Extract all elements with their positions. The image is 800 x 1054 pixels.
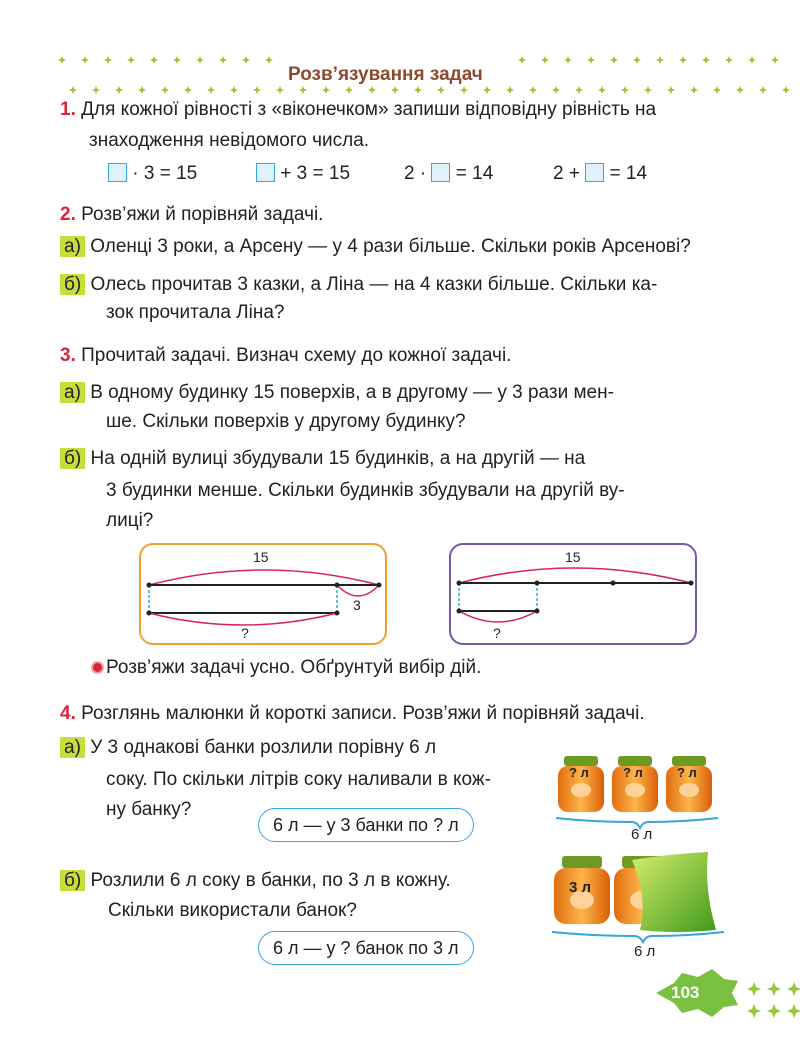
label-b: б)	[60, 448, 85, 469]
section-title: Розв’язування задач	[288, 64, 483, 85]
task4-a-line2: соку. По скільки літрів соку наливали в кож-	[106, 769, 491, 790]
equation-3	[404, 161, 493, 187]
label-a: а)	[60, 236, 85, 257]
task3-a	[60, 380, 614, 406]
equation-1-text: · 3 = 15	[132, 163, 198, 184]
task3-bullet-text: Розв’яжи задачі усно. Обґрунтуй вибір дій.	[106, 657, 482, 678]
task2-b-line2: зок прочитала Ліна?	[106, 302, 285, 323]
task2-b-line1: Олесь прочитав 3 казки, а Ліна — на 4 казки більше. Скільки ка-	[90, 274, 658, 295]
jar-label: 3 л	[569, 879, 592, 896]
scheme-1[interactable]	[139, 543, 387, 645]
jar-label: ? л	[569, 765, 589, 780]
equation-4-pre: 2 +	[553, 163, 580, 184]
scheme-2-top-label: 15	[565, 549, 581, 565]
task3-b-line3: лиці?	[106, 510, 154, 531]
task4-b-line2: Скільки використали банок?	[108, 900, 357, 921]
task4-text: Розглянь малюнки й короткі записи. Розв’яжи й порівняй задачі.	[81, 703, 645, 724]
label-a: а)	[60, 737, 85, 758]
scheme-2-bottom-label: ?	[493, 625, 501, 641]
task1-text-line1: Для кожної рівності з «віконечком» запиши відповідну рівність на	[81, 99, 657, 120]
task2-a-text: Оленці 3 роки, а Арсену — у 4 рази більше. Скільки років Арсенові?	[90, 236, 691, 257]
jar-label: ? л	[677, 765, 697, 780]
task3-heading	[60, 343, 511, 369]
equation-4-post: = 14	[609, 163, 648, 184]
equation-1	[108, 161, 197, 187]
task2-text: Розв’яжи й порівняй задачі.	[81, 204, 324, 225]
task4-heading	[60, 701, 645, 727]
answer-box[interactable]	[108, 163, 127, 182]
total-label-a: 6 л	[631, 826, 653, 843]
scheme-2[interactable]	[449, 543, 697, 645]
task3-b	[60, 446, 585, 472]
label-b: б)	[60, 870, 85, 891]
scheme-1-top-label: 15	[253, 549, 269, 565]
task3-b-line2: 3 будинки менше. Скільки будинків збудували на другій ву-	[106, 480, 625, 501]
scheme-1-diff-label: 3	[353, 597, 361, 613]
scheme-1-bottom-label: ?	[241, 625, 249, 641]
task4-a-line3: ну банку?	[106, 799, 192, 820]
answer-box[interactable]	[431, 163, 450, 182]
task3-number: 3.	[60, 345, 76, 366]
task4-a-short-note: 6 л — у 3 банки по ? л	[258, 808, 474, 842]
task3-a-line2: ше. Скільки поверхів у другому будинку?	[106, 411, 466, 432]
answer-box[interactable]	[256, 163, 275, 182]
jars-illustration-a	[552, 750, 722, 830]
task3-b-line1: На одній вулиці збудували 15 будинків, а на другій — на	[90, 448, 586, 469]
decorative-stars	[747, 982, 800, 1018]
task1-line1	[60, 97, 656, 123]
task4-number: 4.	[60, 703, 76, 724]
task2-b	[60, 272, 657, 298]
page-number: 103	[671, 983, 700, 1002]
task3-text: Прочитай задачі. Визнач схему до кожної задачі.	[81, 345, 512, 366]
jar-label: ? л	[623, 765, 643, 780]
cloth-cover-icon	[632, 852, 716, 932]
equation-3-pre: 2 ·	[404, 163, 427, 184]
task4-a-line1: У 3 однакові банки розлили порівну 6 л	[90, 737, 437, 758]
equation-2	[256, 161, 350, 187]
task4-b-line1: Розлили 6 л соку в банки, по 3 л в кожну.	[90, 870, 451, 891]
jars-illustration-b	[548, 848, 728, 948]
task4-b	[60, 868, 451, 894]
task2-number: 2.	[60, 204, 76, 225]
bullet-icon	[91, 661, 104, 674]
task4-a	[60, 735, 436, 761]
label-b: б)	[60, 274, 85, 295]
task3-a-line1: В одному будинку 15 поверхів, а в другому — у 3 рази мен-	[90, 382, 614, 403]
label-a: а)	[60, 382, 85, 403]
task4-b-short-note: 6 л — у ? банок по 3 л	[258, 931, 474, 965]
answer-box[interactable]	[585, 163, 604, 182]
total-label-b: 6 л	[634, 943, 656, 960]
equation-2-text: + 3 = 15	[280, 163, 351, 184]
task1-number: 1.	[60, 99, 76, 120]
task2-heading	[60, 202, 323, 228]
equation-3-post: = 14	[455, 163, 494, 184]
equation-4	[553, 161, 647, 187]
task2-a	[60, 234, 691, 260]
task1-text-line2: знаходження невідомого числа.	[89, 130, 370, 151]
